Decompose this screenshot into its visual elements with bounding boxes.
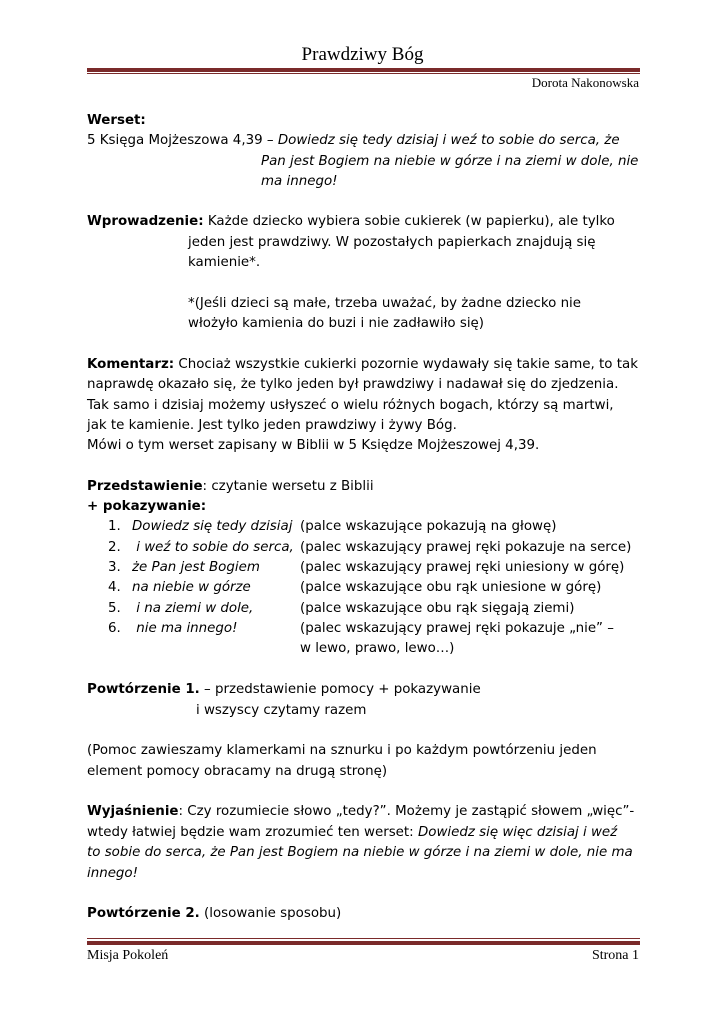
pomoc-text-1: (Pomoc zawieszamy klamerkami na sznurku i po każdym powtórzeniu jeden [87, 743, 597, 758]
przedstawienie-line [87, 477, 374, 497]
powtorzenie1-line-1 [87, 680, 481, 700]
item-phrase: na niebie w górze [132, 580, 251, 595]
werset-line-1 [87, 131, 620, 151]
werset-text-3: ma innego! [261, 174, 338, 189]
powtorzenie2-label: Powtórzenie 2. [87, 906, 200, 921]
powtorzenie1-text-2: i wszyscy czytamy razem [196, 703, 367, 718]
item-number: 3. [108, 560, 121, 575]
powtorzenie2-line [87, 904, 341, 924]
powtorzenie1-text-1: – przedstawienie pomocy + pokazywanie [199, 682, 481, 697]
wprowadzenie-line-1 [87, 212, 615, 232]
wyjasnienie-line-4 [87, 864, 138, 884]
wyjasnienie-text-1: : Czy rozumiecie słowo „tedy?”. Możemy je zastąpić słowem „więc”- [178, 804, 635, 819]
footer-rule-thin [87, 938, 640, 939]
komentarz-text-2: naprawdę okazało się, że tylko jeden był prawdziwy i nadawał się do zjedzenia. [87, 377, 619, 392]
wprowadzenie-note-1: *(Jeśli dzieci są małe, trzeba uważać, by żadne dziecko nie [188, 296, 582, 311]
item-phrase: nie ma innego! [132, 621, 238, 636]
header-rule-thick [87, 68, 640, 72]
werset-line-3 [261, 172, 338, 192]
werset-text-2: Pan jest Bogiem na niebie w górze i na ziemi w dole, nie [261, 154, 639, 169]
komentarz-text-1: Chociaż wszystkie cukierki pozornie wydawały się takie same, to tak [174, 357, 638, 372]
item-number: 5. [108, 601, 121, 616]
item-number: 2. [108, 540, 121, 555]
werset-ref: 5 Księga Mojżeszowa 4,39 – [87, 133, 278, 148]
wprowadzenie-text-3: kamienie*. [188, 255, 261, 270]
gesture-item-3 [108, 558, 260, 578]
item-number: 4. [108, 580, 121, 595]
gesture-desc-2: (palec wskazujący prawej ręki pokazuje na serce) [300, 540, 632, 555]
komentarz-line-1 [87, 355, 638, 375]
footer-left: Misja Pokoleń [87, 948, 169, 963]
gesture-item-6 [108, 619, 237, 639]
page-title: Prawdziwy Bóg [301, 44, 424, 65]
komentarz-text-4: jak te kamienie. Jest tylko jeden prawdziwy i żywy Bóg. [87, 418, 457, 433]
przedstawienie-label: Przedstawienie [87, 479, 203, 494]
wyjasnienie-line-1 [87, 802, 634, 822]
wyjasnienie-text-4: innego! [87, 866, 138, 881]
item-phrase: i weź to sobie do serca, [132, 540, 294, 555]
werset-label: Werset: [87, 113, 146, 128]
pokazywanie-line [87, 497, 206, 517]
item-phrase: że Pan jest Bogiem [132, 560, 260, 575]
gesture-desc-6: (palec wskazujący prawej ręki pokazuje „nie” – [300, 621, 614, 636]
gesture-item-2 [108, 538, 294, 558]
wyjasnienie-label: Wyjaśnienie [87, 804, 179, 819]
item-phrase: Dowiedz się tedy dzisiaj [132, 519, 293, 534]
item-phrase: i na ziemi w dole, [132, 601, 254, 616]
wyjasnienie-line-3 [87, 843, 633, 863]
wyjasnienie-text-3: to sobie do serca, że Pan jest Bogiem na niebie w górze i na ziemi w dole, nie ma [87, 845, 633, 860]
komentarz-label: Komentarz: [87, 357, 175, 372]
wprowadzenie-text-1: Każde dziecko wybiera sobie cukierek (w papierku), ale tylko [203, 214, 615, 229]
wyjasnienie-text-2a: wtedy łatwiej będzie wam zrozumieć ten werset: [87, 825, 418, 840]
gesture-item-5 [108, 599, 253, 619]
author-name: Dorota Nakonowska [531, 75, 639, 90]
gesture-desc-1: (palce wskazujące pokazują na głowę) [300, 519, 557, 534]
wyjasnienie-text-2b: Dowiedz się więc dzisiaj i weź [417, 825, 618, 840]
komentarz-text-5: Mówi o tym werset zapisany w Biblii w 5 Księdze Mojżeszowej 4,39. [87, 438, 540, 453]
werset-heading [87, 111, 146, 131]
pokazywanie-label: + pokazywanie: [87, 499, 207, 514]
werset-line-2 [261, 152, 638, 172]
powtorzenie2-text: (losowanie sposobu) [199, 906, 342, 921]
pomoc-text-2: element pomocy obracamy na drugą stronę) [87, 764, 388, 779]
gesture-desc-5: (palce wskazujące obu rąk sięgają ziemi) [300, 601, 575, 616]
powtorzenie1-label: Powtórzenie 1. [87, 682, 200, 697]
wprowadzenie-note-2: włożyło kamienia do buzi i nie zadławiło się) [188, 316, 485, 331]
header-rule-thin [87, 73, 640, 74]
gesture-desc-3: (palec wskazujący prawej ręki uniesiony w górę) [300, 560, 625, 575]
przedstawienie-text: : czytanie wersetu z Biblii [202, 479, 374, 494]
footer-rule-thick [87, 941, 640, 945]
werset-text-1: Dowiedz się tedy dzisiaj i weź to sobie do serca, że [277, 133, 620, 148]
wyjasnienie-line-2 [87, 823, 617, 843]
gesture-desc-6-cont: w lewo, prawo, lewo…) [300, 641, 455, 656]
gesture-desc-4: (palce wskazujące obu rąk uniesione w górę) [300, 580, 602, 595]
item-number: 1. [108, 519, 121, 534]
komentarz-text-3: Tak samo i dzisiaj możemy usłyszeć o wielu różnych bogach, którzy są martwi, [87, 398, 614, 413]
page-number: Strona 1 [591, 948, 639, 963]
gesture-item-4 [108, 578, 251, 598]
wprowadzenie-label: Wprowadzenie: [87, 214, 204, 229]
wprowadzenie-text-2: jeden jest prawdziwy. W pozostałych papierkach znajdują się [188, 235, 596, 250]
gesture-item-1 [108, 517, 292, 537]
item-number: 6. [108, 621, 121, 636]
